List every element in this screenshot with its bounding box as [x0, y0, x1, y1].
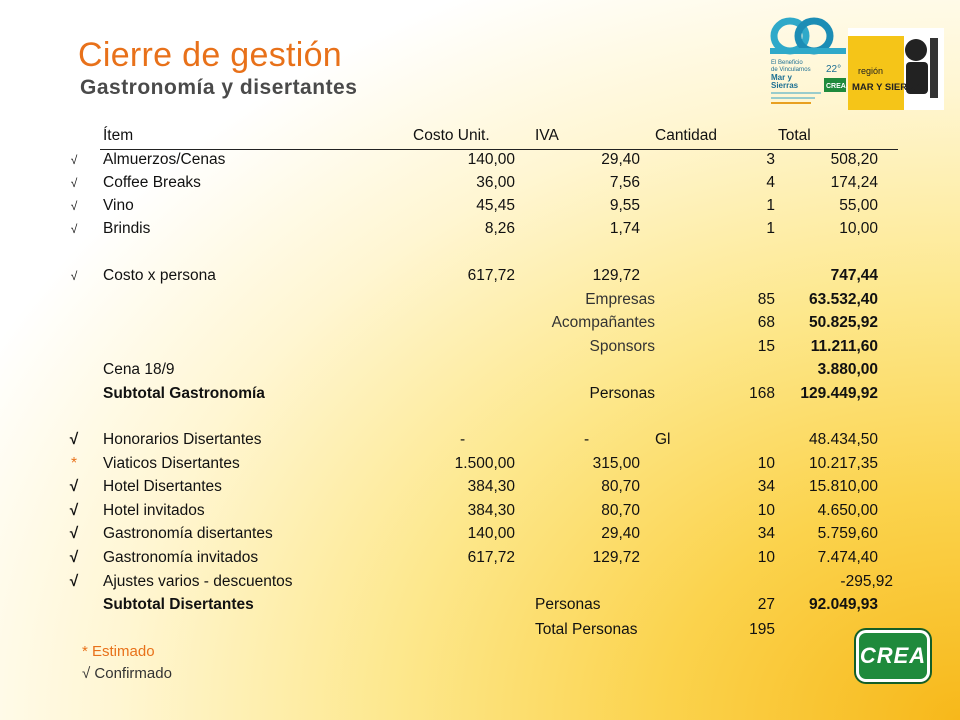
row-iva: 315,00	[592, 455, 640, 472]
confirmed-mark: √	[70, 222, 78, 236]
confirmed-mark: √	[69, 431, 79, 448]
row-iva: 1,74	[609, 220, 640, 237]
table-row	[0, 523, 960, 545]
table-row	[0, 195, 960, 217]
row-iva: 7,56	[609, 174, 640, 191]
table-row	[0, 453, 960, 475]
header-cantidad: Cantidad	[655, 127, 718, 144]
confirmed-mark: √	[70, 269, 78, 283]
cena-row	[0, 359, 960, 381]
row-costo: -	[460, 431, 466, 448]
subtotal-personas-label: Personas	[589, 385, 655, 402]
row-costo: 1.500,00	[454, 455, 515, 472]
crea-logo-text: CREA	[859, 643, 927, 668]
subtotal-label: Subtotal Disertantes	[103, 596, 254, 613]
table-row	[0, 476, 960, 498]
row-item: Costo x persona	[103, 267, 216, 284]
row-total: 174,24	[830, 174, 878, 191]
row-total: 15.810,00	[809, 478, 878, 495]
subtotal-gastronomia-row	[0, 383, 960, 405]
region-logo	[848, 28, 944, 110]
footnote-estimado: * Estimado	[82, 643, 155, 660]
row-costo: 140,00	[467, 525, 515, 542]
group-cantidad: 15	[757, 338, 775, 355]
row-iva: 80,70	[601, 502, 640, 519]
group-total: 11.211,60	[810, 338, 878, 355]
total-personas-row	[0, 619, 960, 641]
table-row	[0, 429, 960, 451]
row-total: 3.880,00	[817, 361, 878, 378]
row-iva: 29,40	[601, 525, 640, 542]
header-costo: Costo Unit.	[413, 127, 490, 144]
subtotal-cantidad: 168	[749, 385, 775, 402]
group-label: Acompañantes	[551, 314, 655, 331]
page-subtitle: Gastronomía y disertantes	[80, 76, 358, 99]
subtotal-personas-label: Personas	[535, 596, 601, 613]
confirmed-mark: √	[69, 525, 79, 542]
row-item: Coffee Breaks	[103, 174, 201, 191]
confirmed-mark: √	[70, 153, 78, 167]
confirmed-mark: √	[69, 573, 79, 590]
row-item: Vino	[103, 197, 134, 214]
total-personas-label: Total Personas	[535, 621, 638, 638]
row-iva: 129,72	[592, 267, 640, 284]
table-row	[0, 218, 960, 240]
row-item: Ajustes varios - descuentos	[103, 573, 293, 590]
page-title: Cierre de gestión	[78, 36, 343, 74]
row-cantidad: 1	[766, 197, 775, 214]
table-header	[0, 125, 960, 147]
row-item: Hotel Disertantes	[103, 478, 222, 495]
event-logo	[768, 16, 848, 112]
row-iva: 9,55	[609, 197, 640, 214]
table-row	[0, 172, 960, 194]
row-item: Almuerzos/Cenas	[103, 151, 226, 168]
logo-edition: 22°	[826, 64, 842, 75]
row-total: -295,92	[840, 573, 893, 590]
row-cantidad: 34	[757, 525, 775, 542]
footnote-confirmado: √ Confirmado	[82, 665, 172, 682]
confirmed-mark: √	[70, 199, 78, 213]
group-total: 63.532,40	[809, 291, 878, 308]
table-row	[0, 547, 960, 569]
header-iva: IVA	[535, 127, 559, 144]
group-label: Empresas	[585, 291, 655, 308]
costo-persona-row	[0, 265, 960, 287]
confirmed-mark: √	[70, 176, 78, 190]
group-total: 50.825,92	[809, 314, 878, 331]
group-row	[0, 312, 960, 334]
row-iva: 29,40	[601, 151, 640, 168]
row-total: 4.650,00	[817, 502, 878, 519]
row-iva: -	[584, 431, 590, 448]
subtotal-total: 129.449,92	[800, 385, 878, 402]
subtotal-cantidad: 27	[757, 596, 775, 613]
row-total: 48.434,50	[809, 431, 878, 448]
row-total: 5.759,60	[817, 525, 878, 542]
row-cantidad: 3	[766, 151, 775, 168]
logo-text-2: de Vincularnos	[771, 67, 811, 73]
row-total: 10.217,35	[809, 455, 878, 472]
region-logo-text-1: región	[858, 66, 884, 76]
row-total: 55,00	[839, 197, 878, 214]
row-costo: 384,30	[467, 502, 515, 519]
subtotal-label: Subtotal Gastronomía	[103, 385, 265, 402]
subtotal-total: 92.049,93	[809, 596, 878, 613]
group-label: Sponsors	[589, 338, 655, 355]
subtotal-disertantes-row	[0, 594, 960, 616]
confirmed-mark: √	[69, 502, 79, 519]
group-cantidad: 85	[757, 291, 775, 308]
row-item: Hotel invitados	[103, 502, 205, 519]
row-costo: 8,26	[484, 220, 515, 237]
row-item: Gastronomía disertantes	[103, 525, 273, 542]
header-total: Total	[778, 127, 811, 144]
row-costo: 140,00	[467, 151, 515, 168]
row-cantidad: 10	[757, 455, 775, 472]
row-cantidad: 10	[757, 502, 775, 519]
row-iva: 80,70	[601, 478, 640, 495]
logo-text-1: El Beneficio	[771, 60, 803, 66]
row-item: Brindis	[103, 220, 151, 237]
header-item: Ítem	[103, 127, 134, 144]
region-logo-text-2: MAR Y SIERRAS	[852, 82, 928, 93]
row-costo: 384,30	[467, 478, 515, 495]
row-item: Gastronomía invitados	[103, 549, 259, 566]
row-costo: 617,72	[467, 549, 515, 566]
row-item: Cena 18/9	[103, 361, 175, 378]
group-row	[0, 336, 960, 358]
row-total: 747,44	[830, 267, 878, 284]
row-iva: 129,72	[592, 549, 640, 566]
table-row	[0, 571, 960, 593]
total-personas-cantidad: 195	[749, 621, 775, 638]
group-cantidad: 68	[757, 314, 775, 331]
row-cantidad: 4	[766, 174, 775, 191]
row-total: 7.474,40	[817, 549, 878, 566]
confirmed-mark: √	[69, 478, 79, 495]
row-costo: 36,00	[476, 174, 515, 191]
logo-badge: CREA	[826, 83, 846, 90]
logo-text-4: Sierras	[771, 81, 799, 90]
group-row	[0, 289, 960, 311]
table-row	[0, 500, 960, 522]
row-cantidad: 10	[757, 549, 775, 566]
table-row	[0, 149, 960, 171]
row-cantidad: Gl	[655, 431, 671, 448]
row-cantidad: 34	[757, 478, 775, 495]
estimated-mark: *	[70, 455, 78, 472]
row-total: 508,20	[830, 151, 878, 168]
row-cantidad: 1	[766, 220, 775, 237]
row-item: Viaticos Disertantes	[103, 455, 240, 472]
row-costo: 45,45	[476, 197, 515, 214]
confirmed-mark: √	[69, 549, 79, 566]
row-total: 10,00	[839, 220, 878, 237]
logo-text-3: Mar y	[771, 73, 792, 82]
crea-logo	[856, 630, 930, 682]
row-costo: 617,72	[467, 267, 515, 284]
row-item: Honorarios Disertantes	[103, 431, 262, 448]
